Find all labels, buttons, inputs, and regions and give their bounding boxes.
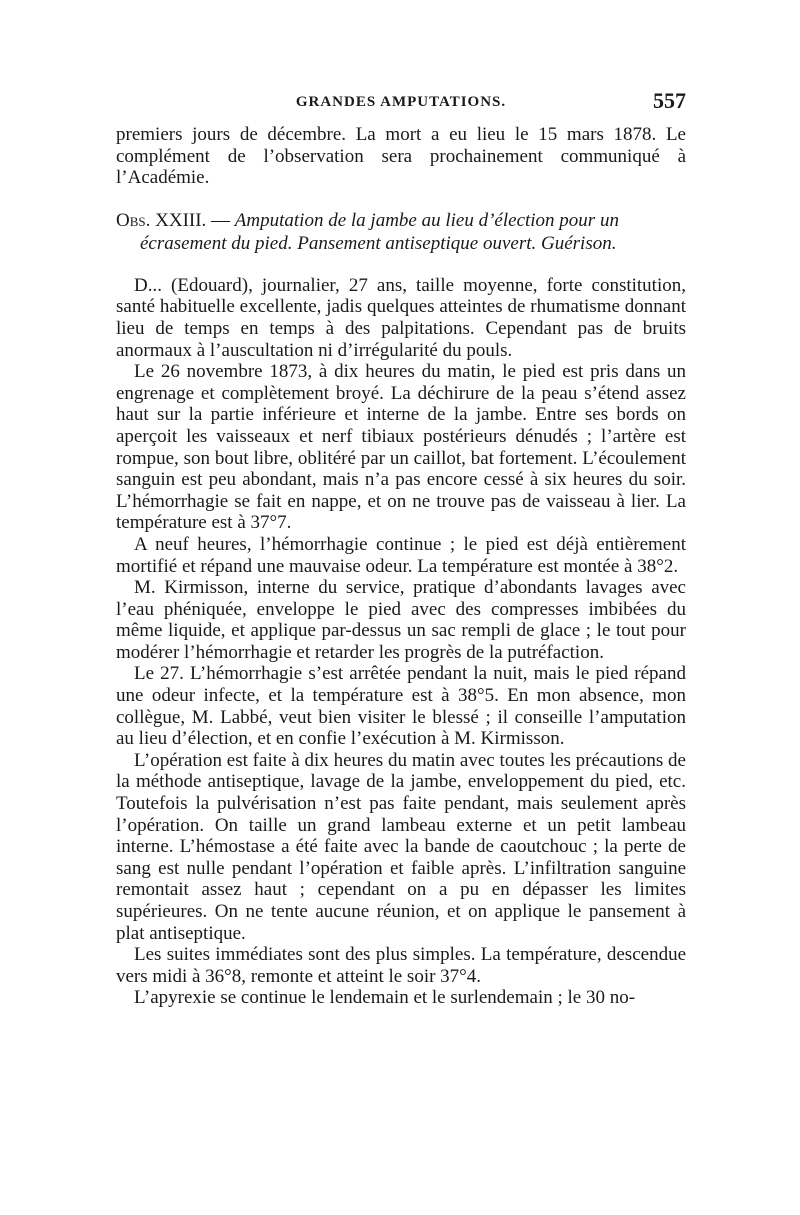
observation-title-line2: écrasement du pied. Pansement antiseptique ouvert. Guérison. [140, 232, 617, 254]
paragraph: A neuf heures, l’hémorrhagie continue ; le pied est déjà entièrement mortifié et répand une mauvaise odeur. La température est montée à 38°2. [116, 533, 686, 577]
paragraph: L’opération est faite à dix heures du matin avec toutes les précautions de la méthode antiseptique, lavage de la jambe, enveloppement du pied, etc. Toutefois la pulvérisation n’est pas faite pendant, mais seulement après l’opération. On taille un grand lambeau externe et un petit lambeau interne. L’hémostase a été faite avec la bande de caoutchouc ; la perte de sang est nulle pendant l’opération et faible après. L’infiltration sanguine remontait assez haut ; cependant on a pu en dépasser les limites supérieures. On ne tente aucune réunion, et on applique le pansement à plat antiseptique. [116, 749, 686, 944]
page-number: 557 [653, 88, 686, 113]
paragraph-continuation: premiers jours de décembre. La mort a eu lieu le 15 mars 1878. Le complément de l’observation sera prochainement communiqué à l’Académie. [116, 124, 686, 189]
paragraph-final-line: L’apyrexie se continue le lendemain et le surlendemain ; le 30 no- [134, 987, 636, 1009]
paragraph: M. Kirmisson, interne du service, pratique d’abondants lavages avec l’eau phéniquée, enveloppe le pied avec des compresses imbibées du même liquide, et applique par-dessus un sac rempli de glace ; le tout pour modérer l’hémorrhagie et retarder les progrès de la putréfaction. [116, 577, 686, 663]
paragraph: Les suites immédiates sont des plus simples. La température, descendue vers midi à 36°8, remonte et atteint le soir 37°4. [116, 944, 686, 987]
paragraph: Le 27. L’hémorrhagie s’est arrêtée pendant la nuit, mais le pied répand une odeur infecte, et la température est à 38°5. En mon absence, mon collègue, M. Labbé, veut bien visiter le blessé ; il conseille l’amputation au lieu d’élection, et en confie l’exécution à M. Kirmisson. [116, 663, 686, 750]
page-header [116, 88, 686, 124]
book-page [116, 88, 686, 1009]
observation-label: Obs. XXIII. — [116, 209, 231, 231]
running-title: GRANDES AMPUTATIONS. [295, 94, 507, 110]
observation-heading [116, 209, 686, 255]
observation-title-line1: Amputation de la jambe au lieu d’élection pour un [234, 209, 619, 231]
paragraph: Le 26 novembre 1873, à dix heures du matin, le pied est pris dans un engrenage et complètement broyé. La déchirure de la peau s’étend assez haut sur la partie inférieure et interne de la jambe. Entre ses bords on aperçoit les vaisseaux et nerf tibiaux postérieurs dénudés ; l’artère est rompue, son bout libre, oblitéré par un caillot, bat fortement. L’écoulement sanguin est peu abondant, mais n’a pas encore cessé à six heures du soir. L’hémorrhagie se fait en nappe, et on ne trouve pas de vaisseau à lier. La température est à 37°7. [116, 361, 686, 534]
paragraph: D... (Edouard), journalier, 27 ans, taille moyenne, forte constitution, santé habituelle excellente, jadis quelques atteintes de rhumatisme donnant lieu de temps en temps à des palpitations. Cependant pas de bruits anormaux à l’auscultation ni d’irrégularité du pouls. [116, 274, 686, 361]
